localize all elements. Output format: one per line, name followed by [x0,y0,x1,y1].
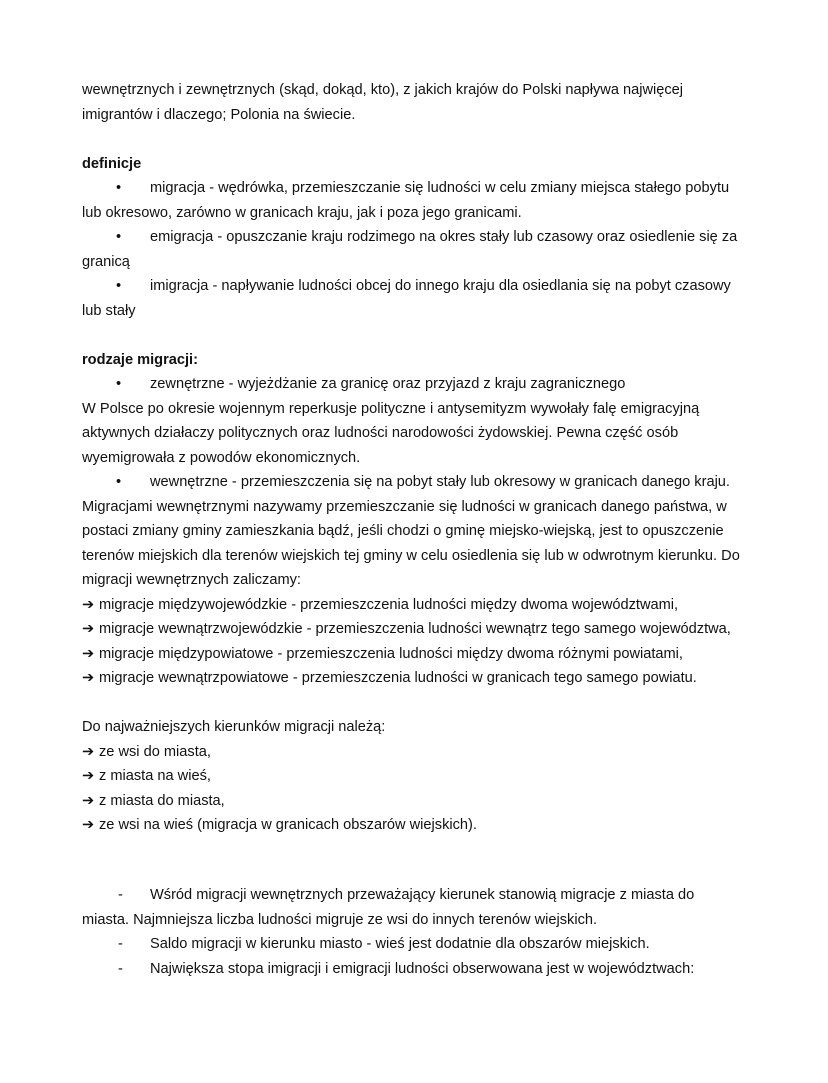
list-item-text: z miasta do miasta, [99,792,225,809]
list-item-text: migracje międzypowiatowe - przemieszczenia ludności między dwoma różnymi powiatami, [99,645,683,662]
note-item [82,883,750,932]
intro-line: imigrantów i dlaczego; Polonia na świecie. [82,106,356,123]
type-item-internal [82,470,750,495]
type-item-external [82,372,750,397]
list-item [82,740,750,765]
arrow-icon: ➔ [82,621,95,637]
definition-text-continued: granicą [82,253,130,270]
bullet-marker: • [116,180,122,196]
arrow-icon: ➔ [82,768,95,784]
paragraph-line: aktywnych działaczy politycznych oraz ludności narodowości żydowskiej. Pewna część osób [82,425,679,441]
note-item [82,957,750,982]
note-text: Saldo migracji w kierunku miasto - wieś jest dodatnie dla obszarów miejskich. [150,936,650,952]
bullet-marker: • [116,278,122,294]
arrow-icon: ➔ [82,817,95,833]
definition-text: emigracja - opuszczanie kraju rodzimego na okres stały lub czasowy oraz osiedlenie się za [150,229,738,245]
list-item [82,642,750,667]
list-item-text: ze wsi do miasta, [99,743,211,760]
list-item [82,764,750,789]
note-text-continued: miasta. Najmniejsza liczba ludności migruje ze wsi do innych terenów wiejskich. [82,911,598,928]
list-item [82,593,750,618]
dash-marker: - [118,936,123,952]
definition-item [82,176,750,225]
list-item-text: migracje wewnątrzwojewódzkie - przemieszczenia ludności wewnątrz tego samego województwa, [99,621,731,637]
type-text: zewnętrzne - wyjeżdżanie za granicę oraz przyjazd z kraju zagranicznego [150,376,626,392]
paragraph-line: wyemigrowała z powodów ekonomicznych. [82,449,361,466]
list-item [82,789,750,814]
list-item-text: migracje międzywojewódzkie - przemieszczenia ludności między dwoma województwami, [99,596,679,613]
paragraph-line: migracji wewnętrznych zaliczamy: [82,572,301,588]
document-page [82,78,750,981]
definition-item [82,274,750,323]
note-text: Wśród migracji wewnętrznych przeważający kierunek stanowią migracje z miasta do [150,887,695,903]
paragraph-line: W Polsce po okresie wojennym reperkusje polityczne i antysemityzm wywołały falę emigracyjną [82,400,700,417]
definition-item [82,225,750,274]
list-item [82,617,750,642]
list-item [82,813,750,838]
paragraph-line: postaci zmiany gminy zamieszkania bądź, jeśli chodzi o gminę miejsko-wiejską, jest to opuszczenie [82,523,724,539]
bullet-marker: • [116,229,122,245]
definition-text: imigracja - napływanie ludności obcej do innego kraju dla osiedlania się na pobyt czasowy [150,278,731,294]
definition-text-continued: lub stały [82,302,136,319]
bullet-marker: • [116,474,122,490]
arrow-icon: ➔ [82,596,95,613]
note-text: Największa stopa imigracji i emigracji ludności obserwowana jest w województwach: [150,960,695,977]
list-item-text: migracje wewnątrzpowiatowe - przemieszczenia ludności w granicach tego samego powiatu. [99,670,697,686]
definitions-heading: definicje [82,155,142,172]
arrow-icon: ➔ [82,743,95,760]
dash-marker: - [118,887,123,903]
paragraph-line: Migracjami wewnętrznymi nazywamy przemieszczanie się ludności w granicach danego państwa, w [82,498,727,515]
arrow-icon: ➔ [82,792,95,809]
list-item [82,666,750,691]
note-item [82,932,750,957]
definition-text-continued: lub okresowo, zarówno w granicach kraju, jak i poza jego granicami. [82,204,522,221]
bullet-marker: • [116,376,122,392]
arrow-icon: ➔ [82,670,95,686]
list-item-text: ze wsi na wieś (migracja w granicach obszarów wiejskich). [99,817,477,833]
types-heading: rodzaje migracji: [82,351,198,368]
definition-text: migracja - wędrówka, przemieszczanie się ludności w celu zmiany miejsca stałego pobytu [150,180,730,196]
paragraph-line: terenów miejskich dla terenów wiejskich tej gminy w celu osiedlenia się lub w odwrotnym kierunku. Do [82,547,740,564]
list-item-text: z miasta na wieś, [99,768,211,784]
dash-marker: - [118,960,123,977]
arrow-icon: ➔ [82,645,95,662]
intro-line: wewnętrznych i zewnętrznych (skąd, dokąd, kto), z jakich krajów do Polski napływa najwięcej [82,82,684,98]
type-text: wewnętrzne - przemieszczenia się na pobyt stały lub okresowy w granicach danego kraju. [150,474,730,490]
directions-intro: Do najważniejszych kierunków migracji należą: [82,719,386,735]
